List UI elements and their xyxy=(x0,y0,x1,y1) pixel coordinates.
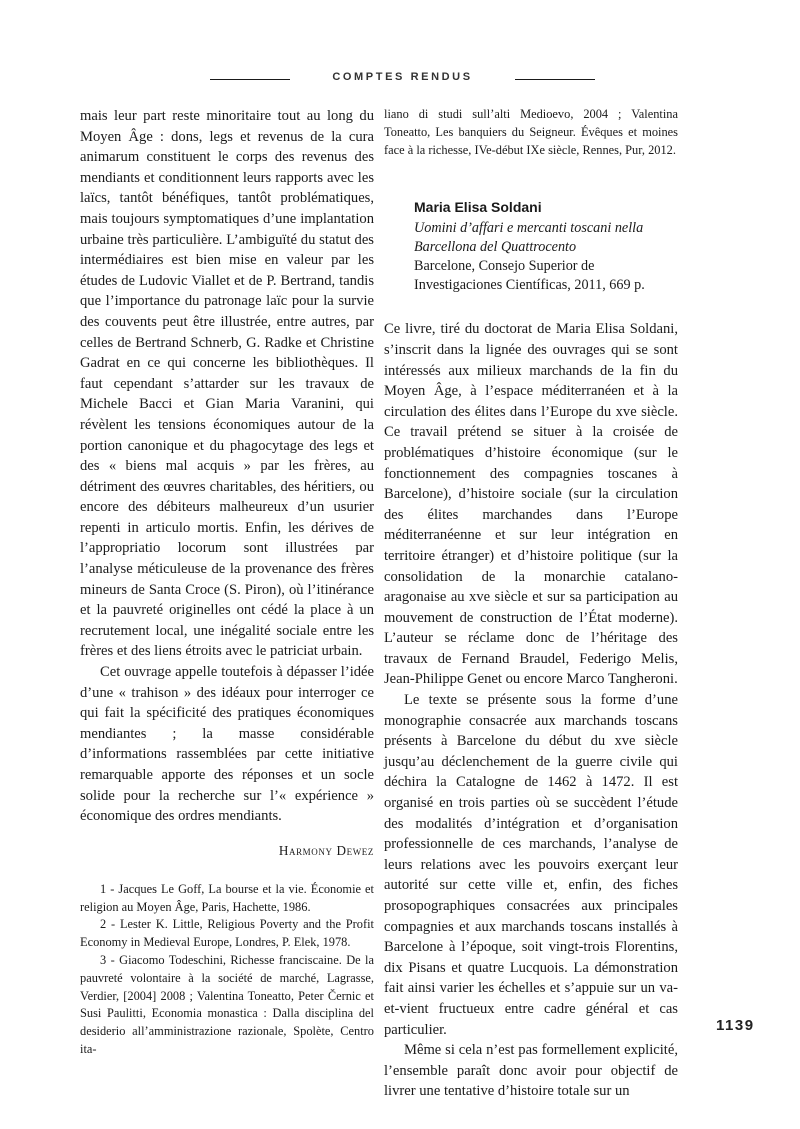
footnote-3: 3 - Giacomo Todeschini, Richesse franciscaine. De la pauvreté volontaire à la société de marché, Lagrasse, Verdier, [2004] 2008 ; Valentina Toneatto, Peter Černic et Susi Paulitti, Economia monastica : Dalla disciplina del desiderio all’amministrazione razionale, Spolète, Centro ita- xyxy=(80,952,374,1056)
book-author: Maria Elisa Soldani xyxy=(414,199,542,216)
reviewed-book-reference xyxy=(414,199,678,295)
footnote-3-continued: liano di studi sull’alti Medioevo, 2004 ; Valentina Toneatto, Les banquiers du Seigneur. Évêques et moines face à la richesse, IVe-début IXe siècle, Rennes, Pur, 2012. xyxy=(384,107,678,157)
right-column xyxy=(384,106,678,1102)
footnote-1: 1 - Jacques Le Goff, La bourse et la vie. Économie et religion au Moyen Âge, Paris, Hachette, 1986. xyxy=(80,881,374,914)
footnote-2: 2 - Lester K. Little, Religious Poverty and the Profit Economy in Medieval Europe, Londres, P. Elek, 1978. xyxy=(80,917,374,950)
right-paragraph-2: Le texte se présente sous la forme d’une monographie consacrée aux marchands toscans présents à Barcelone du début du xve siècle jusqu’au déclenchement de la guerre civile qui déchira la Catalogne de 1462 à 1472. Il est organisé en trois parties où se succèdent l’étude des modalités d’intégration et d’organisation professionnelle de ces marchands, l’analyse de leurs relations avec les pouvoirs exerçant leur autorité sur cette ville et, enfin, des fiches prosopographiques consacrées aux principales compagnies et aux marchands toscans installés à Barcelone à l’époque, soit vingt-trois Florentins, dix Pisans et quatre Lucquois. La démonstration fait ainsi varier les échelles et s’appuie sur un va-et-vient fructueux entre cadre général et cas particulier. xyxy=(384,692,678,1038)
left-column xyxy=(80,106,374,1059)
review-signature: Harmony Dewez xyxy=(278,842,374,858)
header-rule-right xyxy=(515,79,595,80)
right-paragraph-3: Même si cela n’est pas formellement explicité, l’ensemble paraît donc avoir pour objectif de livrer une tentative d’histoire totale sur un xyxy=(384,1042,678,1100)
left-paragraph-1: mais leur part reste minoritaire tout au long du Moyen Âge : dons, legs et revenus de la cura animarum constituent le corps des revenus des mendiants et conditionnent leurs rapports avec les laïcs, tantôt bénéfiques, tantôt problématiques, mais toujours symptomatiques d’une implantation urbaine très particulière. L’ambiguïté du statut des intermédiaires est bien mise en valeur par les études de Ludovic Viallet et de P. Bertrand, tandis que l’importance du patronage laïc pour la survie des couvents peut être illustrée, entre autres, par celles de Bertrand Schnerb, G. Radke et Christine Gadrat en ce qui concerne les bibliothèques. Il faut cependant s’attarder sur les travaux de Michele Bacci et Gian Maria Varanini, qui révèlent les tensions économiques autour de la portion canonique et du phagocytage des legs et des « biens mal acquis » par les frères, au détriment des œuvres charitables, des héritiers, ou encore des débiteurs malheureux d’un usurier repenti in articulo mortis. Enfin, les dérives de l’appropriatio locorum sont illustrées par l’analyse méticuleuse de la provenance des frères mineurs de Santa Croce (S. Piron), où l’itinérance et la pauvreté originelles ont cédé la place à un recrutement local, une inégalité sociale entre les frères et des liens étroits avec le patriciat urbain. xyxy=(80,108,374,660)
header-rule-left xyxy=(210,79,290,80)
running-title: COMPTES RENDUS xyxy=(332,71,473,83)
left-paragraph-2: Cet ouvrage appelle toutefois à dépasser l’idée d’une « trahison » des idéaux pour interroger ce qui fait la spécificité des pratiques économiques mendiantes ; la masse considérable d’informations rassemblées par cette initiative remarquable apporte des réponses et un socle solide pour la recherche sur l’« expérience » économique des ordres mendiants. xyxy=(80,664,374,825)
book-title: Uomini d’affari e mercanti toscani nella Barcellona del Quattrocento xyxy=(414,220,644,256)
page-number: 1139 xyxy=(716,1017,755,1034)
running-header xyxy=(0,70,800,90)
right-paragraph-1: Ce livre, tiré du doctorat de Maria Elisa Soldani, s’inscrit dans la lignée des ouvrages qui se sont intéressés aux milieux marchands de la fin du Moyen Âge, à l’espace méditerranéen et à la circulation des élites dans l’Europe du xve siècle. Ce travail prétend se situer à la croisée de problématiques d’histoire économique (sur le fonctionnement des compagnies toscanes à Barcelone), d’histoire sociale (sur la circulation des élites marchandes dans l’Europe méditerranéenne et sur leur intégration en territoire étranger) et d’histoire politique (sur la consolidation de la monarchie catalano-aragonaise au xve siècle et sur sa participation au mouvement de construction de l’État moderne). L’auteur se réclame donc de l’héritage des travaux de Fernand Braudel, Federigo Melis, Jean-Philippe Genet ou encore Marco Tangheroni. xyxy=(384,321,678,688)
book-publication: Barcelone, Consejo Superior de Investigaciones Científicas, 2011, 669 p. xyxy=(414,258,645,294)
